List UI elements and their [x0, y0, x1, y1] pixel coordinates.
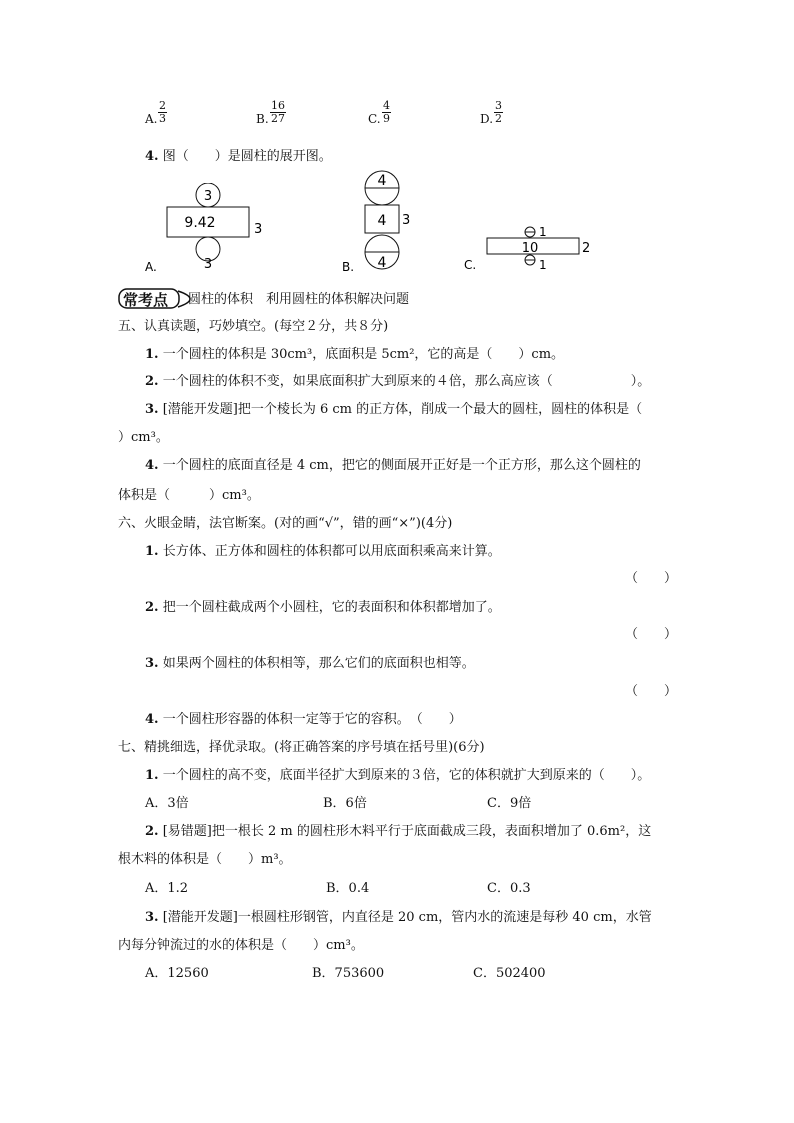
question-text: [易错题]把一根长 2 m 的圆柱形木料平行于底面截成三段，表面积增加了 0.6m²，这 — [162, 824, 652, 839]
question-text: [潜能开发题]一根圆柱形钢管，内直径是 20 cm，管内水的流速是每秒 40 cm，水管 — [162, 910, 652, 925]
s6-q4 — [145, 708, 462, 727]
fig-a-option-label: A. — [145, 260, 157, 273]
section-5-heading: 五、认真读题，巧妙填空。(每空２分，共８分) — [118, 319, 389, 334]
s5-q3-line2: ）cm³。 — [118, 430, 169, 445]
s7-q2-line2: 根木料的体积是（ ）m³。 — [118, 852, 292, 867]
net-figure-c — [462, 225, 602, 275]
s7-q1 — [145, 764, 650, 783]
fraction-denominator: 27 — [271, 112, 285, 125]
s7-q3-line1 — [145, 906, 652, 925]
question-text: 一个圆柱的体积不变，如果底面积扩大到原来的４倍，那么高应该（ ）。 — [162, 374, 651, 389]
s7-q3-option-a: A．12560 — [145, 966, 209, 981]
s7-q2-option-a: A．1.2 — [145, 881, 189, 896]
question-text: 一个圆柱的底面直径是 4 cm，把它的侧面展开正好是一个正方形，那么这个圆柱的 — [162, 458, 641, 473]
question-number: 1. — [145, 768, 159, 783]
option-a-fraction — [158, 100, 167, 125]
net-figure-a — [140, 183, 270, 273]
s6-q1-answer-paren[interactable]: （ ） — [625, 571, 678, 586]
question-text: 把一个圆柱截成两个小圆柱，它的表面积和体积都增加了。 — [162, 600, 501, 615]
question-number: 3. — [145, 910, 159, 925]
question-number: 2. — [145, 374, 159, 389]
question-text: [潜能开发题]把一个棱长为 6 cm 的正方体，削成一个最大的圆柱，圆柱的体积是（ — [162, 402, 643, 417]
s5-q2 — [145, 370, 650, 389]
s6-q2-answer-paren[interactable]: （ ） — [625, 627, 678, 642]
fraction-denominator: 3 — [159, 112, 166, 125]
fraction-numerator: 16 — [271, 99, 285, 112]
fig-c-top-label: 1 — [539, 225, 547, 239]
fig-c-middle-label: 10 — [521, 241, 539, 256]
s7-q2-line1 — [145, 820, 651, 839]
option-d-label: D. — [480, 112, 494, 126]
option-b-fraction — [270, 100, 286, 125]
fraction-numerator: 2 — [159, 99, 166, 112]
fig-c-side-label: 2 — [582, 241, 591, 256]
s7-q3-option-c: C．502400 — [473, 966, 546, 981]
section-7-heading: 七、精挑细选，择优录取。(将正确答案的序号填在括号里)(6分) — [118, 740, 485, 755]
option-a-label: A. — [145, 112, 158, 126]
question-number: 3. — [145, 656, 159, 671]
fraction-denominator: 2 — [495, 112, 502, 125]
s6-q1 — [145, 540, 501, 559]
s5-q3-line1 — [145, 398, 642, 417]
question-number: 4. — [145, 712, 159, 727]
s7-q1-option-a: A．3倍 — [145, 796, 189, 811]
question-text: 如果两个圆柱的体积相等，那么它们的底面积也相等。 — [162, 656, 475, 671]
fig-b-middle-label: 4 — [377, 213, 387, 229]
fig-a-side-label: 3 — [254, 222, 263, 237]
fig-a-middle-label: 9.42 — [184, 215, 216, 231]
option-c-fraction — [382, 100, 391, 125]
question-text: 一个圆柱形容器的体积一定等于它的容积。 （ ） — [162, 712, 462, 727]
option-d-fraction — [494, 100, 503, 125]
s7-q2-option-b: B．0.4 — [326, 881, 370, 896]
question-number: 2. — [145, 824, 159, 839]
fig-a-bottom-label: 3 — [203, 257, 213, 272]
fig-b-side-label: 3 — [402, 213, 411, 228]
fig-b-bottom-label: 4 — [377, 255, 387, 271]
question-number: 1. — [145, 347, 159, 362]
s7-q3-option-b: B．753600 — [312, 966, 385, 981]
question-text: 一个圆柱的高不变，底面半径扩大到原来的３倍，它的体积就扩大到原来的（ ）。 — [162, 768, 651, 783]
question-number: 2. — [145, 600, 159, 615]
option-b-label: B. — [256, 112, 269, 126]
keypoint-badge-text: 常考点 — [123, 291, 169, 309]
fraction-numerator: 3 — [495, 99, 502, 112]
question-number: 3. — [145, 402, 159, 417]
s6-q3-answer-paren[interactable]: （ ） — [625, 684, 678, 699]
question-text: 图（ ）是圆柱的展开图。 — [162, 149, 332, 164]
net-figure-b — [340, 170, 420, 274]
fraction-denominator: 9 — [383, 112, 390, 125]
question-number: 4. — [145, 458, 159, 473]
fraction-numerator: 4 — [383, 99, 390, 112]
fig-c-bottom-label: 1 — [539, 258, 547, 272]
s5-q1 — [145, 343, 564, 362]
s6-q2 — [145, 596, 501, 615]
fig-b-top-label: 4 — [377, 173, 387, 189]
s7-q3-line2: 内每分钟流过的水的体积是（ ）cm³。 — [118, 938, 364, 953]
s7-q1-option-b: B．6倍 — [323, 796, 367, 811]
question-text: 长方体、正方体和圆柱的体积都可以用底面积乘高来计算。 — [162, 544, 501, 559]
s6-q3 — [145, 652, 475, 671]
question-text: 一个圆柱的体积是 30cm³，底面积是 5cm²，它的高是（ ）cm。 — [162, 347, 565, 362]
fig-b-option-label: B. — [342, 260, 355, 274]
option-c-label: C. — [368, 112, 381, 126]
s5-q4-line1 — [145, 454, 641, 473]
s7-q2-option-c: C．0.3 — [487, 881, 531, 896]
fig-a-top-label: 3 — [203, 189, 213, 204]
keypoint-title: 圆柱的体积 利用圆柱的体积解决问题 — [188, 292, 410, 307]
question-number: 4. — [145, 149, 159, 164]
fig-c-option-label: C. — [464, 258, 477, 272]
s7-q1-option-c: C．9倍 — [487, 796, 532, 811]
q4-question — [145, 145, 332, 164]
section-6-heading: 六、火眼金睛，法官断案。(对的画“√”，错的画“×”)(4分) — [118, 516, 453, 531]
question-number: 1. — [145, 544, 159, 559]
s5-q4-line2: 体积是（ ）cm³。 — [118, 488, 260, 503]
